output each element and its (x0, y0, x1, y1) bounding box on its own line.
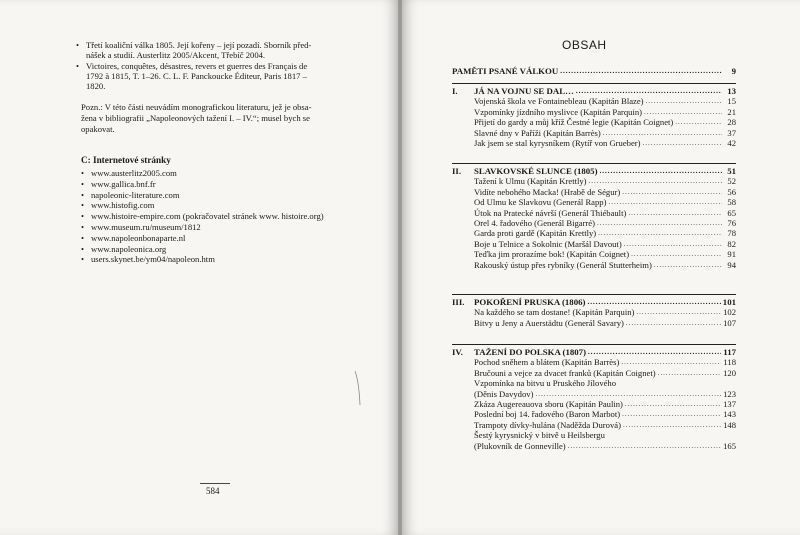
toc-entry-title: Poslední boj 14. řadového (Baron Marbot) (474, 409, 621, 420)
toc-page-number: 123 (723, 388, 736, 399)
dot-leader (622, 409, 721, 419)
note-paragraph (81, 102, 373, 135)
section-rule (452, 163, 736, 164)
toc-page-number: 165 (723, 440, 736, 451)
section-number: II. (452, 165, 462, 176)
toc-page-number: 52 (727, 176, 736, 187)
web-link: • www.gallica.bnf.fr (81, 179, 324, 190)
toc-section-heading (452, 297, 736, 307)
web-link: • www.austerlitz2005.com (81, 168, 324, 179)
toc-section-heading (452, 86, 736, 96)
toc-entry-title: Na každého se tam dostane! (Kapitán Parquin) (474, 307, 635, 318)
toc-entry-continuation (452, 389, 736, 399)
dot-leader (675, 117, 722, 127)
toc-entry (452, 239, 736, 249)
toc-page-number: 15 (727, 96, 736, 107)
toc-page-number: 82 (727, 238, 736, 249)
toc-entry-title: Útok na Pratecké návrší (Generál Thiébault) (474, 207, 627, 218)
toc-page-number: 13 (727, 85, 736, 96)
toc-entry-title: Jak jsem se stal kyrysníkem (Rytíř von Grueber) (474, 137, 641, 148)
toc-entry-title: Pochod sněhem a blátem (Kapitán Barrès) (474, 357, 620, 368)
section-title: SLAVKOVSKÉ SLUNCE (1805) (474, 165, 598, 176)
toc-page-number: 94 (727, 259, 736, 270)
toc-page-number: 118 (723, 357, 736, 368)
toc-entry (452, 409, 736, 419)
dot-leader (598, 228, 722, 238)
section-number: IV. (452, 346, 463, 357)
pencil-mark (354, 370, 362, 406)
toc-page-number: 42 (727, 137, 736, 148)
bibliography-line: nášek a studií. Austerlitz 2005/Akcent, Třebíč 2004. (86, 50, 266, 61)
toc-entry (452, 368, 736, 378)
bibliography-item (76, 61, 376, 92)
toc-page-number: 28 (727, 117, 736, 128)
toc-entry-title: Od Ulmu ke Slavkovu (Generál Rapp) (474, 197, 607, 208)
toc-page-number: 37 (727, 127, 736, 138)
section-title: POKOŘENÍ PRUSKA (1806) (474, 296, 586, 307)
left-page (0, 0, 398, 535)
toc-page-number: 117 (723, 346, 736, 357)
toc-entry-title: Vzpomínka na bitvu u Pruského Jílového (474, 378, 617, 389)
toc-entry (452, 228, 736, 238)
web-link: • www.histoire-empire.com (pokračovatel stránek www. histoire.org) (81, 211, 324, 222)
note-line: opakovat. (81, 124, 115, 134)
toc-entry-title: Boje u Telnice a Sokolnic (Maršál Davout) (474, 238, 622, 249)
toc-entry (452, 307, 736, 317)
toc-entry (452, 249, 736, 259)
toc-entry-title: Garda proti gardě (Kapitán Krettly) (474, 228, 597, 239)
toc-entry-title: Vidíte nebohého Macka! (Hrabě de Ségur) (474, 186, 621, 197)
contents-title: OBSAH (562, 38, 607, 52)
toc-entry-title: Bručouni a vejce za dvacet franků (Kapitán Coignet) (474, 367, 656, 378)
toc-section-2 (452, 166, 736, 270)
toc-entry-title: Teďka jim prorazíme bok! (Kapitán Coignet) (474, 249, 630, 260)
bibliography-list (76, 40, 376, 91)
toc-entry (452, 357, 736, 367)
section-title: TAŽENÍ DO POLSKA (1807) (474, 346, 587, 357)
dot-leader (608, 197, 722, 207)
toc-entry (452, 117, 736, 127)
toc-page-number: 56 (727, 186, 736, 197)
bibliography-item (76, 40, 376, 61)
section-rule (452, 344, 736, 345)
toc-page-number: 76 (727, 217, 736, 228)
toc-entry (452, 318, 736, 328)
toc-entry (452, 176, 736, 186)
toc-entry-title: Vzpomínky jízdního myslivce (Kapitán Parquin) (474, 106, 643, 117)
toc-entry (452, 260, 736, 270)
web-link: • www.histofig.com (81, 200, 324, 211)
dot-leader (658, 368, 722, 378)
dot-leader (626, 318, 721, 328)
dot-leader (631, 249, 722, 259)
toc-page-number: 101 (722, 296, 736, 307)
toc-entry (452, 420, 736, 430)
note-line: žena v bibliografii „Napoleonových tažení I. – IV.“; musel bych se (81, 113, 310, 123)
section-number: I. (452, 85, 458, 96)
dot-leader (587, 297, 720, 307)
toc-entry (452, 208, 736, 218)
toc-page-number: 120 (723, 367, 736, 378)
dot-leader (576, 86, 722, 96)
toc-entry-author: (Děnis Davydov) (474, 388, 534, 399)
toc-entry (452, 107, 736, 117)
web-link: • www.napoleonbonaparte.nl (81, 233, 324, 244)
toc-entry-title: Přijetí do gardy a můj kříž Čestné legie (Kapitán Coignet) (474, 117, 674, 128)
toc-row (452, 66, 736, 76)
web-link: • napoleonic-literature.com (81, 190, 324, 201)
section-title: JÁ NA VOJNU SE DAL… (474, 85, 574, 96)
web-link: • www.napoleonica.org (81, 244, 324, 255)
toc-entry (452, 138, 736, 148)
toc-page-number: 137 (723, 398, 736, 409)
web-link: • www.museum.ru/museum/1812 (81, 222, 324, 233)
dot-leader (560, 66, 722, 76)
dot-leader (624, 239, 722, 249)
bibliography-line: 1820. (86, 81, 106, 92)
toc-page-number: 107 (723, 317, 736, 328)
dot-leader (625, 399, 721, 409)
toc-entry-title: Bitvy u Jeny a Auerstädtu (Generál Savary) (474, 317, 624, 328)
note-line: Pozn.: V této části neuvádím monografickou literaturu, jež je obsa- (81, 102, 312, 112)
toc-entry-title: Trampoty dívky-hulána (Naděžda Durová) (474, 419, 621, 430)
toc-section-4 (452, 347, 736, 451)
toc-entry-title: Tažení k Ulmu (Kapitán Krettly) (474, 176, 587, 187)
toc-entry (452, 378, 736, 388)
dot-leader (600, 166, 722, 176)
toc-entry (452, 399, 736, 409)
toc-page-number: 91 (727, 249, 736, 260)
toc-entry-title: Rakouský ústup přes rybníky (Generál Stutterheim) (474, 259, 652, 270)
bibliography-line: • Victoires, conquêtes, désastres, revers et guerres des Français de (86, 60, 308, 71)
toc-page-number: 78 (727, 228, 736, 239)
dot-leader (642, 138, 722, 148)
toc-section-1 (452, 86, 736, 148)
dot-leader (628, 208, 722, 218)
toc-page-number: 58 (727, 197, 736, 208)
toc-page-number: 51 (727, 165, 736, 176)
toc-entry-title: Orel 4. řadového (Generál Bigarré) (474, 217, 595, 228)
toc-entry-title: Vojenská škola ve Fontainebleau (Kapitán Blaze) (474, 96, 644, 107)
toc-page-number: 9 (731, 65, 736, 76)
web-links-list (81, 168, 324, 265)
dot-leader (603, 128, 722, 138)
dot-leader (589, 176, 722, 186)
dot-leader (644, 107, 722, 117)
section-number: III. (452, 296, 465, 307)
toc-entry (452, 128, 736, 138)
dot-leader (568, 441, 721, 451)
dot-leader (636, 307, 721, 317)
section-rule (452, 294, 736, 295)
toc-entry (452, 197, 736, 207)
toc-top-entry (452, 66, 736, 76)
toc-entry (452, 96, 736, 106)
dot-leader (621, 357, 721, 367)
section-rule (452, 83, 736, 84)
toc-page-number: 65 (727, 207, 736, 218)
toc-entry-author: (Plukovník de Gonneville) (474, 440, 566, 451)
toc-section-heading (452, 347, 736, 357)
dot-leader (588, 347, 721, 357)
toc-page-number: 148 (723, 419, 736, 430)
toc-entry (452, 187, 736, 197)
toc-page-number: 143 (723, 409, 736, 420)
bibliography-line: • Třetí koaliční válka 1805. Její kořeny – její pozadí. Sborník před- (86, 40, 312, 50)
toc-entry-title: Slavné dny v Paříži (Kapitán Barrès) (474, 127, 601, 138)
toc-entry-title: PAMĚTI PSANÉ VÁLKOU (452, 65, 559, 76)
toc-entry-title: Šestý kyrysnický v bitvě u Heilsbergu (474, 430, 605, 441)
dot-leader (622, 187, 722, 197)
dot-leader (623, 420, 721, 430)
toc-entry-title: Zkáza Augereauova sboru (Kapitán Paulin) (474, 398, 623, 409)
toc-section-heading (452, 166, 736, 176)
toc-entry (452, 218, 736, 228)
folio-rule (200, 483, 230, 484)
web-link: • users.skynet.be/ym04/napoleon.htm (81, 254, 324, 265)
dot-leader (646, 96, 722, 106)
toc-section-3 (452, 297, 736, 328)
bibliography-line: 1792 à 1815, T. 1–26. C. L. F. Panckoucke Éditeur, Paris 1817 – (86, 70, 307, 81)
toc-entry (452, 430, 736, 440)
toc-page-number: 21 (727, 106, 736, 117)
dot-leader (535, 389, 721, 399)
dot-leader (597, 218, 722, 228)
web-pages-heading: C: Internetové stránky (81, 155, 171, 165)
page-number: 584 (206, 486, 220, 496)
toc-page-number: 102 (723, 307, 736, 318)
dot-leader (654, 260, 722, 270)
toc-entry-continuation (452, 441, 736, 451)
